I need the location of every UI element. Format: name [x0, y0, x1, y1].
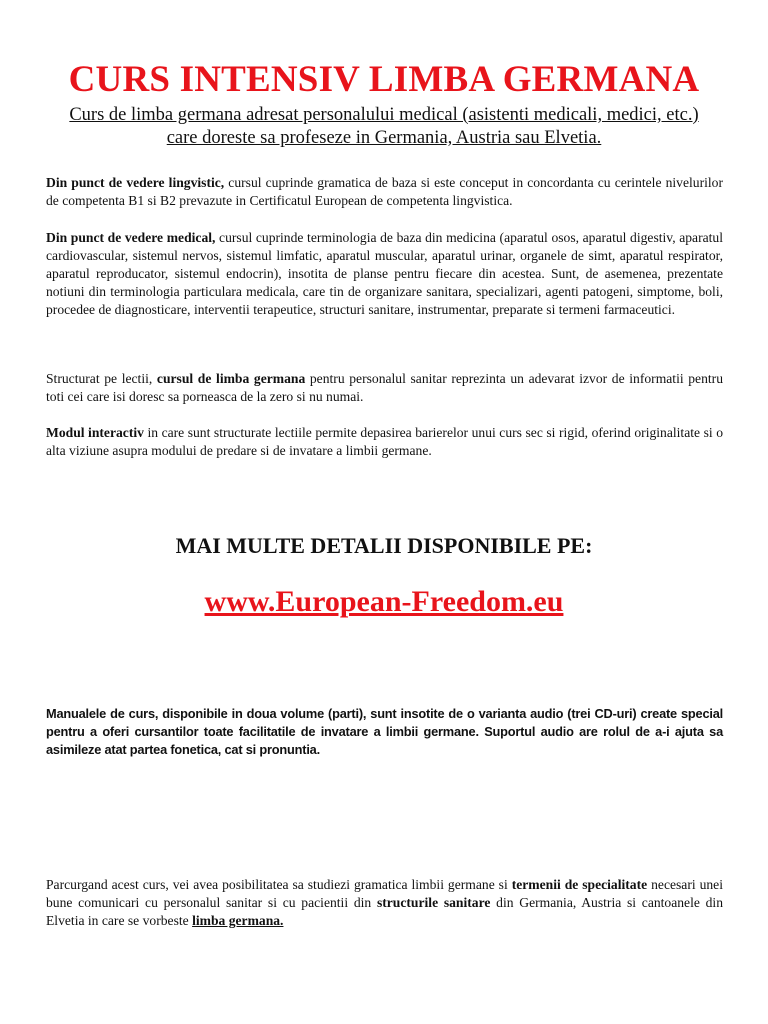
paragraph-lingvistic-lead: Din punct de vedere lingvistic, [46, 175, 225, 190]
details-heading: MAI MULTE DETALII DISPONIBILE PE: [175, 533, 593, 558]
paragraph-medical [46, 229, 723, 319]
paragraph-manuale: Manualele de curs, disponibile in doua volume (parti), sunt insotite de o varianta audio (trei CD-uri) create special pentru a oferi cursantilor toate facilitatile de invatare a limbii germane. Suportul audio are rolul de a-i ajuta sa asimileze atat partea fonetica, cat si pronuntia. [46, 706, 723, 757]
subtitle-line-1: Curs de limba germana adresat personalului medical (asistenti medicali, medici, etc.) [69, 105, 699, 125]
paragraph-interactiv-lead: Modul interactiv [46, 425, 144, 440]
paragraph-final-mid-2: din Germania, Austria si cantoanele din Elvetia in care se vorbeste [46, 895, 724, 928]
paragraph-final [46, 876, 723, 930]
paragraph-medical-lead: Din punct de vedere medical, [46, 230, 216, 245]
page-title: CURS INTENSIV LIMBA GERMANA [68, 59, 700, 100]
paragraph-final-bold-3: limba germana. [192, 913, 284, 928]
paragraph-final-bold-2: structurile sanitare [376, 895, 491, 910]
paragraph-final-mid: necesari unei bune comunicari cu personalul sanitar si cu pacientii din [46, 877, 723, 910]
paragraph-final-pre: Parcurgand acest curs, vei avea posibilitatea sa studiezi gramatica limbii germane si [46, 877, 512, 892]
paragraph-lingvistic [46, 174, 723, 210]
subtitle-line-2: care doreste sa profeseze in Germania, Austria sau Elvetia. [166, 128, 602, 148]
subtitle [40, 104, 728, 150]
website-link[interactable]: www.European-Freedom.eu [204, 585, 564, 618]
paragraph-structurat-post: pentru personalul sanitar reprezinta un adevarat izvor de informatii pentru toti cei care isi doresc sa porneasca de la zero si nu numai. [46, 371, 723, 404]
paragraph-structurat-bold: cursul de limba germana [156, 371, 306, 386]
paragraph-structurat-pre: Structurat pe lectii, [46, 371, 157, 386]
paragraph-medical-text: cursul cuprinde terminologia de baza din medicina (aparatul osos, aparatul digestiv, aparatul cardiovascular, sistemul nervos, sistemul limfatic, aparatul muscular, aparatul urinar, organele de simt, aparatul respirator, aparatul reproducator, sistemul endocrin), insotita de planse pentru fiecare din acestea. Sunt, de asemenea, prezentate notiuni din terminologia particulara medicala, care tin de organizare sanitara, specializari, agenti patogeni, simptome, boli, procedee de diagnosticare, interventii terapeutice, structuri sanitare, instrumentar, preparate si termeni farmaceutici. [46, 230, 723, 317]
paragraph-lingvistic-text: cursul cuprinde gramatica de baza si este conceput in concordanta cu cerintele nivelurilor de competenta B1 si B2 prevazute in Certificatul European de competenta lingvistica. [46, 175, 723, 208]
paragraph-final-bold-1: termenii de specialitate [511, 877, 648, 892]
paragraph-interactiv-text: in care sunt structurate lectiile permite depasirea barierelor unui curs sec si rigid, oferind originalitate si o alta viziune asupra modului de predare si de invatare a limbii germane. [46, 425, 723, 458]
paragraph-structurat [46, 370, 723, 406]
paragraph-interactiv [46, 424, 723, 460]
